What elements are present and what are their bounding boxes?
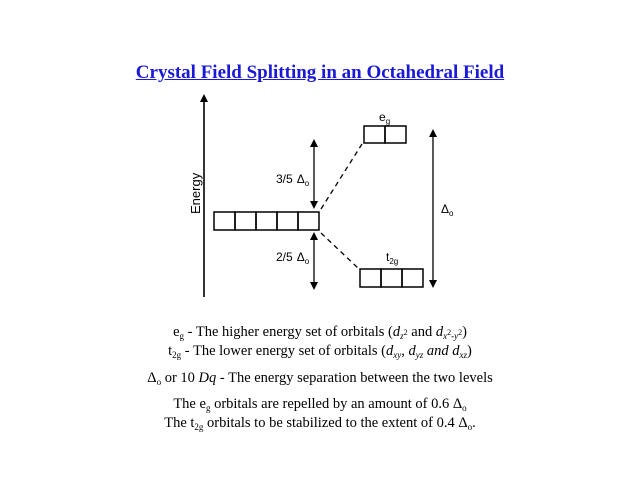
eg-level [364,126,406,143]
note-t2g-stabilized: The $t_{2g}$ orbitals to be stabilized to the extent of 0.4 $\Delta_o$. [164,415,476,432]
orbital-box [385,126,406,143]
orbital-box [402,269,423,287]
orbital-box [381,269,402,287]
orbital-box [256,212,277,230]
connector-up [321,144,362,209]
note-t2g: $t_{2g}$ - The lower energy set of orbitals ($d_{xy}$, $d_{yz}$ and $d_{xz}$) [168,343,472,360]
up-shift-label: 3/5 $\Delta_o$ [276,172,310,188]
orbital-box [277,212,298,230]
orbital-box [235,212,256,230]
connector-down [321,233,358,268]
orbital-box [214,212,235,230]
t2g-level [360,269,423,287]
energy-axis-label: Energy [188,172,203,214]
down-shift-label: 2/5 $\Delta_o$ [276,250,310,266]
note-delta: $\Delta_o$ or 10 Dq - The energy separation between the two levels [147,370,493,387]
total-split-label: $\Delta_o$ [441,202,454,218]
degenerate-level [214,212,319,230]
t2g-label: $t_{2g}$ [386,250,399,266]
note-eg-repelled: The $e_g$ orbitals are repelled by an amount of 0.6 $\Delta_o$ [173,396,467,413]
page-title: Crystal Field Splitting in an Octahedral Field [135,62,505,83]
eg-label: $e_g$ [379,110,391,126]
orbital-box [364,126,385,143]
orbital-box [360,269,381,287]
note-eg: $e_g$ - The higher energy set of orbitals ($d_{z^2}$ and $d_{x^2-y^2}$) [173,324,467,341]
orbital-box [298,212,319,230]
